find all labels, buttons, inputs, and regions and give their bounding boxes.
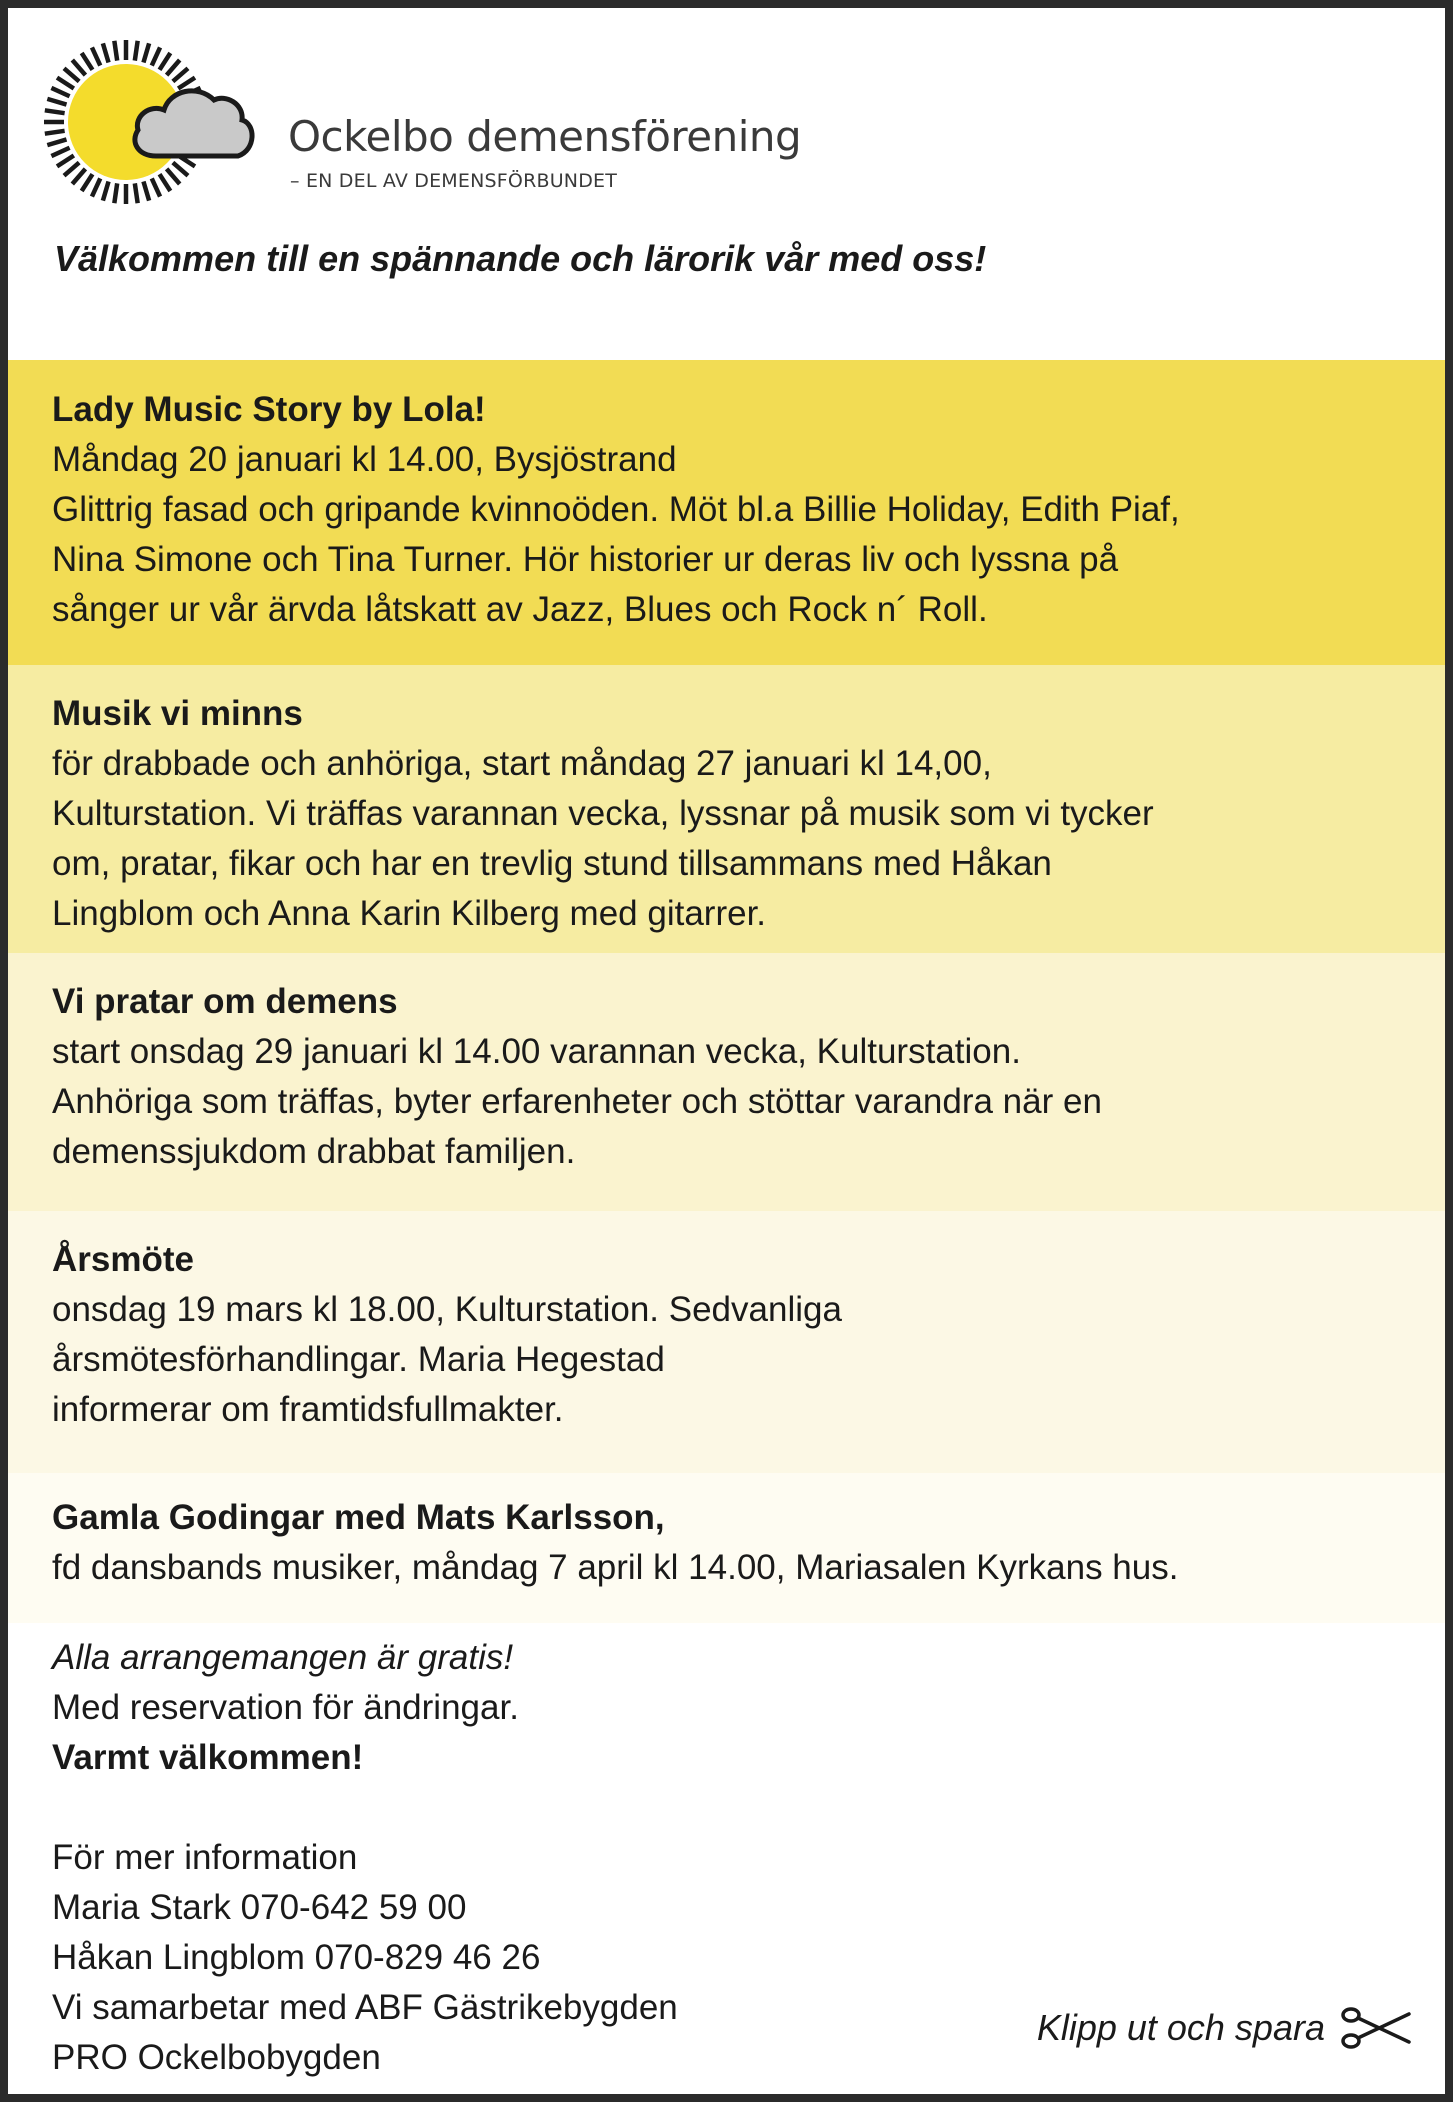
sun-ray xyxy=(143,181,149,200)
sun-ray xyxy=(47,139,66,145)
sun-ray xyxy=(167,60,180,75)
sun-ray xyxy=(47,99,66,105)
sun-ray xyxy=(143,43,149,62)
scissors-icon xyxy=(1339,2002,1411,2054)
event-arsmote xyxy=(8,1211,1445,1473)
sun-ray xyxy=(72,169,85,184)
partner-abf: Vi samarbetar med ABF Gästrikebygden xyxy=(52,1988,678,2027)
event-line: för drabbade och anhöriga, start måndag 27 januari kl 14,00, xyxy=(52,744,992,783)
event-line: Lingblom och Anna Karin Kilberg med gitarrer. xyxy=(52,894,767,933)
event-line: årsmötesförhandlingar. Maria Hegestad xyxy=(52,1340,665,1379)
org-subtitle: – EN DEL AV DEMENSFÖRBUNDET xyxy=(290,170,618,192)
event-line: Anhöriga som träffas, byter erfarenheter och stöttar varandra när en xyxy=(52,1082,1102,1121)
sun-ray xyxy=(114,183,117,203)
sun-ray xyxy=(64,68,79,81)
sun-ray xyxy=(82,174,93,191)
event-line: Kulturstation. Vi träffas varannan vecka, lyssnar på musik som vi tycker xyxy=(52,794,1154,833)
event-line: demenssjukdom drabbat familjen. xyxy=(52,1132,576,1171)
sun-ray xyxy=(57,78,74,89)
sun-ray xyxy=(51,148,69,156)
sun-ray xyxy=(103,181,109,200)
event-line: fd dansbands musiker, måndag 7 april kl 14.00, Mariasalen Kyrkans hus. xyxy=(52,1548,1179,1587)
sun-ray xyxy=(160,53,171,70)
spacer xyxy=(52,1783,1415,1833)
partner-pro: PRO Ockelbobygden xyxy=(52,2038,381,2077)
clip-label: Klipp ut och spara xyxy=(1036,2007,1325,2048)
closing-welcome: Varmt välkommen! xyxy=(52,1738,364,1777)
sun-ray xyxy=(173,163,188,176)
sun-ray xyxy=(178,78,195,89)
event-lady-music-story xyxy=(8,360,1445,665)
sun-ray xyxy=(173,68,188,81)
event-line: Glittrig fasad och gripande kvinnoöden. Möt bl.a Billie Holiday, Edith Piaf, xyxy=(52,490,1180,529)
sun-ray xyxy=(160,174,171,191)
sun-ray xyxy=(152,178,160,196)
event-line: om, pratar, fikar och har en trevlig stund tillsammans med Håkan xyxy=(52,844,1052,883)
sun-ray xyxy=(45,110,65,113)
sun-ray xyxy=(135,41,138,61)
sun-ray xyxy=(51,88,69,96)
sun-ray xyxy=(135,183,138,203)
header xyxy=(8,8,1445,360)
event-musik-vi-minns xyxy=(8,665,1445,953)
sun-ray xyxy=(92,178,100,196)
sun-ray xyxy=(103,43,109,62)
event-title: Gamla Godingar med Mats Karlsson, xyxy=(52,1498,665,1537)
sun-ray xyxy=(82,53,93,70)
event-line: Måndag 20 januari kl 14.00, Bysjöstrand xyxy=(52,440,677,479)
event-line: informerar om framtidsfullmakter. xyxy=(52,1390,564,1429)
welcome-heading: Välkommen till en spännande och lärorik vår med oss! xyxy=(54,238,987,279)
clip-out-note xyxy=(1037,2002,1411,2054)
sun-ray xyxy=(72,60,85,75)
event-title: Lady Music Story by Lola! xyxy=(52,390,486,429)
event-line: Nina Simone och Tina Turner. Hör historier ur deras liv och lyssna på xyxy=(52,540,1119,579)
event-title: Årsmöte xyxy=(52,1240,194,1279)
event-line: onsdag 19 mars kl 18.00, Kulturstation. Sedvanliga xyxy=(52,1290,842,1329)
sun-ray xyxy=(64,163,79,176)
event-vi-pratar-om-demens xyxy=(8,953,1445,1211)
sun-ray xyxy=(152,47,160,65)
contact-hakan: Håkan Lingblom 070-829 46 26 xyxy=(52,1938,541,1977)
sun-ray xyxy=(45,131,65,134)
event-line: start onsdag 29 januari kl 14.00 varannan vecka, Kulturstation. xyxy=(52,1032,1021,1071)
sun-ray xyxy=(92,47,100,65)
event-gamla-godingar xyxy=(8,1473,1445,1623)
event-line: sånger ur vår ärvda låtskatt av Jazz, Blues och Rock n´ Roll. xyxy=(52,590,988,629)
sun-ray xyxy=(167,169,180,184)
sun-ray xyxy=(57,156,74,167)
org-name: Ockelbo demensförening xyxy=(288,112,802,161)
event-title: Musik vi minns xyxy=(52,694,303,733)
contact-maria: Maria Stark 070-642 59 00 xyxy=(52,1888,467,1927)
event-title: Vi pratar om demens xyxy=(52,982,398,1021)
free-note: Alla arrangemangen är gratis! xyxy=(52,1638,514,1677)
info-heading: För mer information xyxy=(52,1838,358,1877)
sun-cloud-logo xyxy=(38,38,258,206)
reservation-note: Med reservation för ändringar. xyxy=(52,1688,519,1727)
sun-ray xyxy=(114,41,117,61)
